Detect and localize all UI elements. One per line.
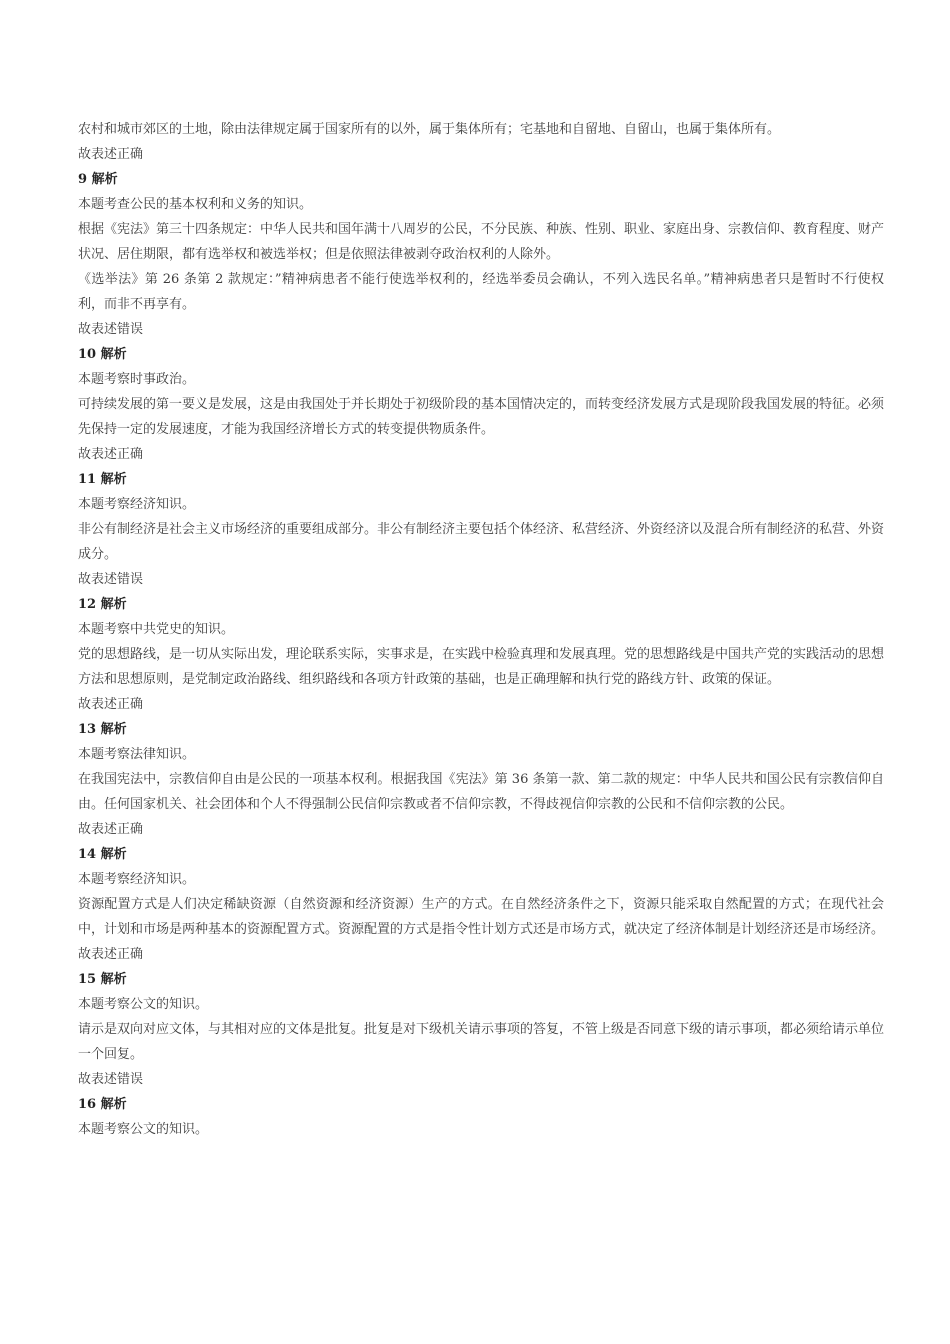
conclusion: 故表述正确 [78, 947, 144, 962]
section-heading: 9 解析 [78, 172, 118, 187]
section-heading: 12 解析 [78, 597, 127, 612]
paragraph: 可持续发展的第一要义是发展，这是由我国处于并长期处于初级阶段的基本国情决定的，而转变经济发展方式是现阶段我国发展的特征。必须先保持一定的发展速度，才能为我国经济增长方式的转变提供物质条件。 [78, 397, 885, 437]
section-heading: 15 解析 [78, 972, 127, 987]
topic-line: 本题考察公文的知识。 [78, 1122, 209, 1137]
paragraph: 党的思想路线，是一切从实际出发，理论联系实际，实事求是，在实践中检验真理和发展真理。党的思想路线是中国共产党的实践活动的思想方法和思想原则，是党制定政治路线、组织路线和各项方针政策的基础，也是正确理解和执行党的路线方针、政策的保证。 [78, 647, 885, 687]
paragraph: 《选举法》第 26 条第 2 款规定：”精神病患者不能行使选举权利的，经选举委员会确认，不列入选民名单。”精神病患者只是暂时不行使权利，而非不再享有。 [78, 272, 884, 312]
section-heading: 16 解析 [78, 1097, 127, 1112]
conclusion: 故表述错误 [78, 572, 144, 587]
topic-line: 本题考察经济知识。 [78, 872, 196, 887]
paragraph: 请示是双向对应文体，与其相对应的文体是批复。批复是对下级机关请示事项的答复，不管上级是否同意下级的请示事项，都必须给请示单位一个回复。 [78, 1022, 885, 1062]
conclusion: 故表述正确 [78, 822, 144, 837]
topic-line: 本题考查公民的基本权利和义务的知识。 [78, 197, 313, 212]
conclusion: 故表述正确 [78, 147, 144, 162]
section-heading: 13 解析 [78, 722, 127, 737]
paragraph: 资源配置方式是人们决定稀缺资源（自然资源和经济资源）生产的方式。在自然经济条件之下，资源只能采取自然配置的方式；在现代社会中，计划和市场是两种基本的资源配置方式。资源配置的方式是指令性计划方式还是市场方式，就决定了经济体制是计划经济还是市场经济。 [78, 897, 885, 937]
conclusion: 故表述正确 [78, 447, 144, 462]
conclusion: 故表述正确 [78, 697, 144, 712]
section-heading: 14 解析 [78, 847, 127, 862]
paragraph: 在我国宪法中，宗教信仰自由是公民的一项基本权利。根据我国《宪法》第 36 条第一款、第二款的规定：中华人民共和国公民有宗教信仰自由。任何国家机关、社会团体和个人不得强制公民信仰宗教或者不信仰宗教，不得歧视信仰宗教的公民和不信仰宗教的公民。 [78, 772, 884, 812]
paragraph: 根据《宪法》第三十四条规定：中华人民共和国年满十八周岁的公民，不分民族、种族、性别、职业、家庭出身、宗教信仰、教育程度、财产状况、居住期限，都有选举权和被选举权；但是依照法律被剥夺政治权利的人除外。 [78, 222, 885, 262]
topic-line: 本题考察中共党史的知识。 [78, 622, 235, 637]
topic-line: 本题考察时事政治。 [78, 372, 196, 387]
topic-line: 本题考察经济知识。 [78, 497, 196, 512]
section-heading: 10 解析 [78, 347, 127, 362]
paragraph: 非公有制经济是社会主义市场经济的重要组成部分。非公有制经济主要包括个体经济、私营经济、外资经济以及混合所有制经济的私营、外资成分。 [78, 522, 885, 562]
conclusion: 故表述错误 [78, 322, 144, 337]
document-page [78, 117, 884, 1142]
topic-line: 本题考察法律知识。 [78, 747, 196, 762]
topic-line: 本题考察公文的知识。 [78, 997, 209, 1012]
conclusion: 故表述错误 [78, 1072, 144, 1087]
paragraph: 农村和城市郊区的土地，除由法律规定属于国家所有的以外，属于集体所有；宅基地和自留地、自留山，也属于集体所有。 [78, 122, 781, 137]
section-heading: 11 解析 [78, 472, 127, 487]
